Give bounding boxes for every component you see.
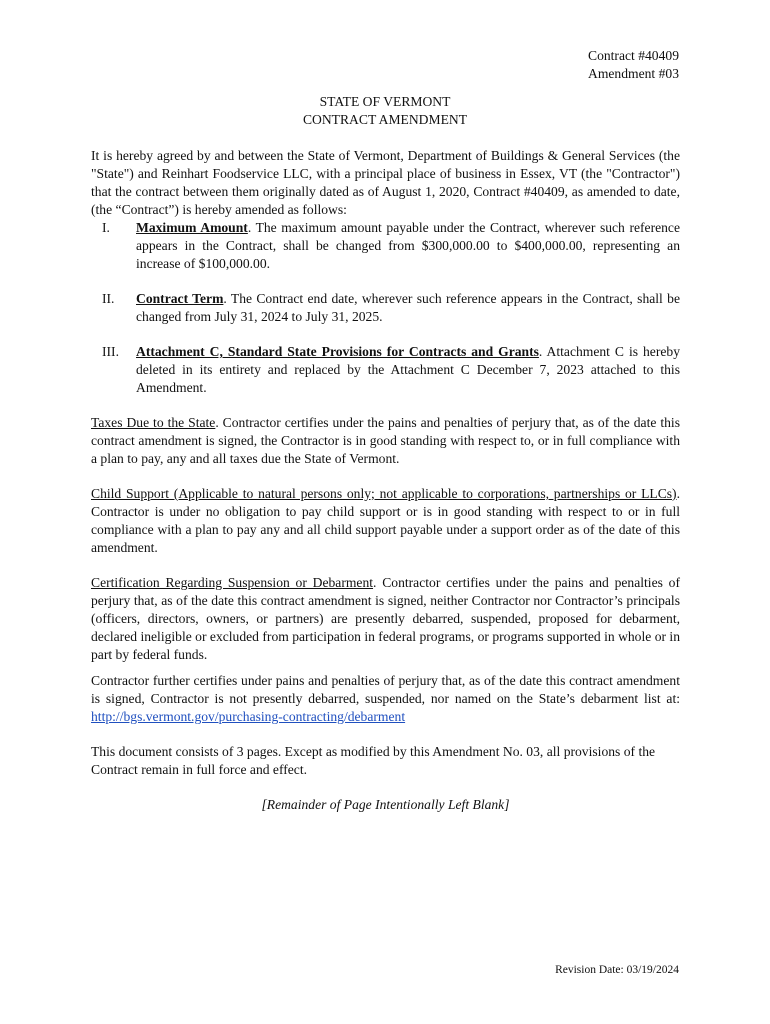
- item-heading: Attachment C, Standard State Provisions for Contracts and Grants: [136, 344, 539, 359]
- document-title: [0, 93, 770, 129]
- title-contract-amendment: CONTRACT AMENDMENT: [302, 112, 467, 127]
- certification-paragraph: [91, 574, 680, 664]
- intro-paragraph: It is hereby agreed by and between the State of Vermont, Department of Buildings & General Services (the "State") and Reinhart Foodservice LLC, with a principal place of business in Essex, VT (the "Contractor") that the contract between them originally dated as of August 1, 2020, Contract #40409, as amended to date, (the “Contract”) is hereby amended as follows:: [91, 148, 680, 217]
- further-certification-paragraph: [91, 672, 680, 726]
- amendment-item-2: [91, 290, 680, 326]
- title-state: STATE OF VERMONT: [319, 94, 451, 109]
- item-heading: Contract Term: [136, 291, 224, 306]
- contract-reference: [588, 47, 679, 83]
- certification-heading: Certification Regarding Suspension or Debarment: [91, 575, 374, 590]
- item-text: . Attachment C is hereby deleted in its entirety and replaced by the Attachment C December 7, 2023 attached to this Amendment.: [136, 344, 680, 395]
- taxes-text: . Contractor certifies under the pains and penalties of perjury that, as of the date this contract amendment is signed, the Contractor is in good standing with respect to, or in full compliance with a plan to pay, any and all taxes due the State of Vermont.: [91, 415, 680, 466]
- document-body: [91, 147, 680, 814]
- item-heading: Maximum Amount: [136, 220, 248, 235]
- amendment-item-3: [91, 343, 680, 397]
- child-support-text: . Contractor is under no obligation to pay child support or is in good standing with respect to or in full compliance with a plan to pay any and all child support payable under a support order as of the date of this amendment.: [91, 486, 680, 555]
- item-numeral: I.: [102, 220, 110, 235]
- amendment-number: Amendment #03: [588, 66, 679, 81]
- taxes-heading: Taxes Due to the State: [91, 415, 216, 430]
- debarment-list-link[interactable]: http://bgs.vermont.gov/purchasing-contracting/debarment: [91, 709, 406, 724]
- contract-number: Contract #40409: [588, 48, 679, 63]
- amendment-item-1: [91, 219, 680, 273]
- revision-date: Revision Date: 03/19/2024: [555, 964, 679, 976]
- taxes-paragraph: [91, 414, 680, 468]
- item-numeral: II.: [102, 291, 115, 306]
- item-numeral: III.: [102, 344, 119, 359]
- remainder-blank-note: [Remainder of Page Intentionally Left Blank]: [261, 797, 510, 812]
- item-text: . The maximum amount payable under the Contract, wherever such reference appears in the Contract, shall be changed from $300,000.00 to $400,000.00, representing an increase of $100,000.00.: [136, 220, 680, 271]
- further-text: Contractor further certifies under pains and penalties of perjury that, as of the date this contract amendment is signed, Contractor is not presently debarred, suspended, nor named on the State’s debarment list at:: [91, 673, 680, 706]
- child-support-heading: Child Support (Applicable to natural persons only; not applicable to corporations, partnerships or LLCs): [91, 486, 677, 501]
- item-text: . The Contract end date, wherever such reference appears in the Contract, shall be changed from July 31, 2024 to July 31, 2025.: [136, 291, 680, 324]
- child-support-paragraph: [91, 485, 680, 557]
- pages-note-paragraph: This document consists of 3 pages. Except as modified by this Amendment No. 03, all provisions of the Contract remain in full force and effect.: [91, 744, 656, 777]
- certification-text: . Contractor certifies under the pains and penalties of perjury that, as of the date this contract amendment is signed, neither Contractor nor Contractor’s principals (officers, directors, owners, or partners) are presently debarred, suspended, proposed for debarment, declared ineligible or excluded from participation in federal programs, or programs supported in whole or in part by federal funds.: [91, 575, 680, 662]
